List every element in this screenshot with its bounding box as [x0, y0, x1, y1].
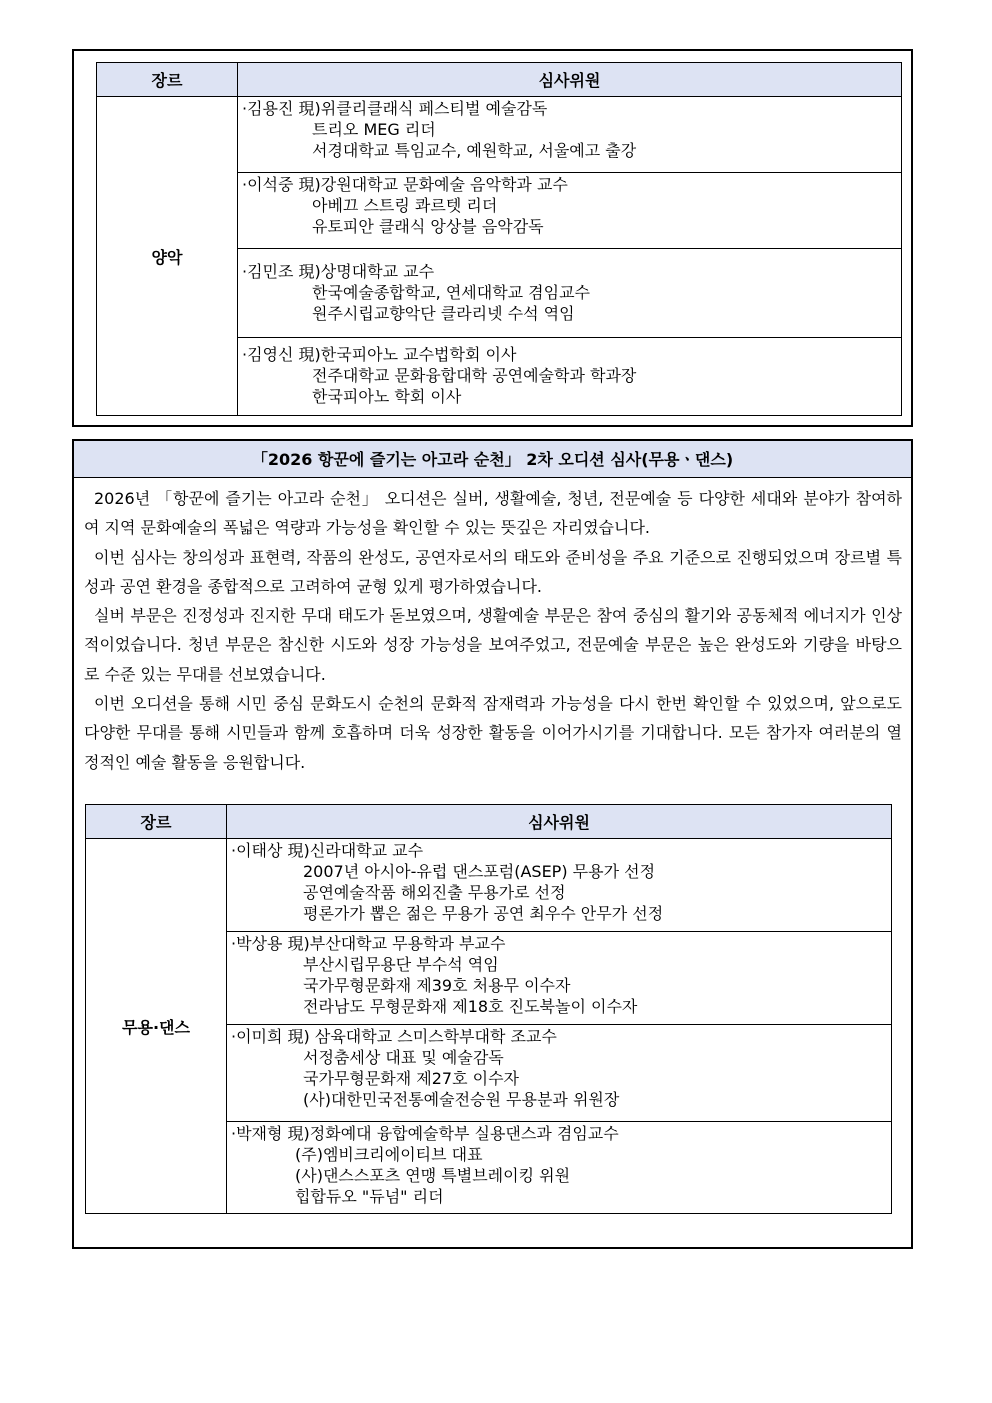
judge-cell — [227, 932, 892, 1025]
judge-cell — [238, 249, 902, 338]
judge-career-line: 2007년 아시아-유럽 댄스포럼(ASEP) 무용가 선정 — [303, 862, 656, 881]
judge-name-line: ·김민조 現)상명대학교 교수 — [242, 262, 435, 281]
judge-cell — [227, 1122, 892, 1214]
dance-judges-table — [85, 804, 892, 1214]
judge-career-line: 원주시립교향악단 클라리넷 수석 역임 — [312, 304, 575, 323]
judge-name-line: ·김영신 現)한국피아노 교수법학회 이사 — [242, 345, 517, 364]
judges-header: 심사위원 — [227, 805, 892, 839]
judge-cell — [227, 1025, 892, 1122]
review-text — [84, 484, 902, 777]
genre-cell: 양악 — [97, 97, 238, 416]
review-paragraph: 이번 오디션을 통해 시민 중심 문화도시 순천의 문화적 잠재력과 가능성을 다시 한번 확인할 수 있었으며, 앞으로도 다양한 무대를 통해 시민들과 함께 호흡하며 더욱 성장한 활동을 이어가시기를 기대합니다. 모든 참가자 여러분의 열정적인 예술 활동을 응원합니다. — [84, 694, 902, 772]
review-paragraph: 2026년 「항꾼에 즐기는 아고라 순천」 오디션은 실버, 생활예술, 청년, 전문예술 등 다양한 세대와 분야가 참여하여 지역 문화예술의 폭넓은 역량과 가능성을 확인할 수 있는 뜻깊은 자리였습니다. — [84, 489, 902, 538]
judge-career-line: 유토피안 클래식 앙상블 음악감독 — [312, 217, 544, 236]
judge-name-line: ·이태상 現)신라대학교 교수 — [231, 841, 424, 860]
judge-career-line: 국가무형문화재 제27호 이수자 — [303, 1069, 520, 1088]
section-title: 「2026 항꾼에 즐기는 아고라 순천」 2차 오디션 심사(무용ㆍ댄스) — [74, 441, 911, 478]
judge-career-line: 전주대학교 문화융합대학 공연예술학과 학과장 — [312, 366, 637, 385]
judge-cell — [238, 338, 902, 416]
judge-career-line: 한국피아노 학회 이사 — [312, 387, 462, 406]
judge-name-line: ·이석중 現)강원대학교 문화예술 음악학과 교수 — [242, 175, 568, 194]
review-paragraph: 실버 부문은 진정성과 진지한 무대 태도가 돋보였으며, 생활예술 부문은 참여 중심의 활기와 공동체적 에너지가 인상적이었습니다. 청년 부문은 참신한 시도와 성장 가능성을 보여주었고, 전문예술 부문은 높은 완성도와 기량을 바탕으로 수준 있는 무대를 선보였습니다. — [84, 606, 902, 684]
judge-name-line: ·김용진 現)위클리클래식 페스티벌 예술감독 — [242, 99, 548, 118]
judge-name-line: ·박상용 現)부산대학교 무용학과 부교수 — [231, 934, 506, 953]
judge-career-line: (사)대한민국전통예술전승원 무용분과 위원장 — [303, 1090, 620, 1109]
judge-name-line: ·이미희 現) 삼육대학교 스미스학부대학 조교수 — [231, 1027, 557, 1046]
table-row — [86, 839, 892, 932]
genre-header: 장르 — [97, 63, 238, 97]
judge-cell — [238, 97, 902, 173]
table-header-row — [86, 805, 892, 839]
judge-career-line: 힙합듀오 "듀넘" 리더 — [295, 1187, 444, 1206]
judge-career-line: 평론가가 뽑은 젊은 무용가 공연 최우수 안무가 선정 — [303, 904, 664, 923]
judge-career-line: 한국예술종합학교, 연세대학교 겸임교수 — [312, 283, 591, 302]
judge-name-line: ·박재형 現)정화예대 융합예술학부 실용댄스과 겸임교수 — [231, 1124, 619, 1143]
genre-cell: 무용·댄스 — [86, 839, 227, 1214]
judge-career-line: 서정춤세상 대표 및 예술감독 — [303, 1048, 504, 1067]
judge-career-line: (사)댄스스포츠 연맹 특별브레이킹 위원 — [295, 1166, 571, 1185]
review-paragraph: 이번 심사는 창의성과 표현력, 작품의 완성도, 공연자로서의 태도와 준비성을 주요 기준으로 진행되었으며 장르별 특성과 공연 환경을 종합적으로 고려하여 균형 있게 평가하였습니다. — [84, 547, 902, 596]
table-row — [97, 97, 902, 173]
genre-header: 장르 — [86, 805, 227, 839]
judges-header: 심사위원 — [238, 63, 902, 97]
music-judges-box — [72, 49, 913, 427]
music-judges-table — [96, 62, 902, 416]
judge-career-line: 부산시립무용단 부수석 역임 — [303, 955, 499, 974]
judge-career-line: 서경대학교 특임교수, 예원학교, 서울예고 출강 — [312, 141, 637, 160]
judge-career-line: 전라남도 무형문화재 제18호 진도북놀이 이수자 — [303, 997, 638, 1016]
judge-career-line: 아베끄 스트링 콰르텟 리더 — [312, 196, 498, 215]
judge-cell — [227, 839, 892, 932]
judge-career-line: 트리오 MEG 리더 — [312, 120, 436, 139]
judge-career-line: (주)엠비크리에이티브 대표 — [295, 1145, 483, 1164]
dance-section-box — [72, 439, 913, 1249]
table-header-row — [97, 63, 902, 97]
judge-career-line: 국가무형문화재 제39호 처용무 이수자 — [303, 976, 571, 995]
judge-cell — [238, 173, 902, 249]
judge-career-line: 공연예술작품 해외진출 무용가로 선정 — [303, 883, 566, 902]
